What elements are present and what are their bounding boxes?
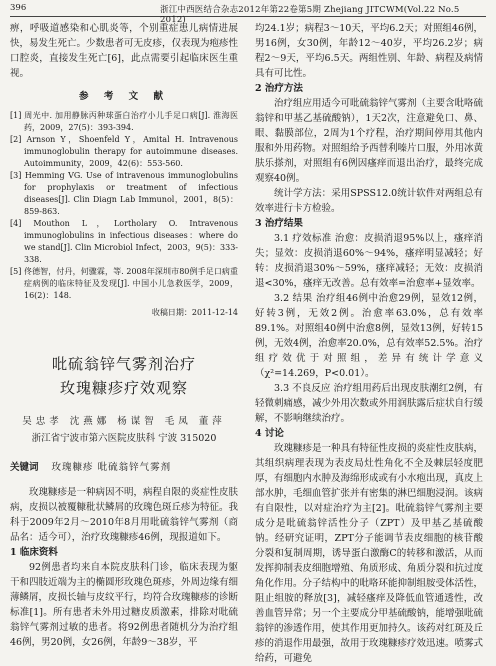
journal-header: 浙江中西医结合杂志2012年第22卷第5期 Zhejiang JITCWM(Vol.22 No.5 2012) — [160, 5, 460, 25]
page-number: 396 — [10, 3, 27, 13]
adverse-paragraph: 3.3 不良反应 治疗组用药后出现皮肤潮红2例，有轻微刺痛感，减少外用次数或外用润肤露后症状自行缓解，不影响继续治疗。 — [255, 383, 484, 424]
keywords-line — [10, 460, 238, 475]
statistics-paragraph: 统计学方法：采用SPSS12.0统计软件对两组总有效率进行卡方检验。 — [255, 188, 483, 214]
criteria-paragraph: 3.1 疗效标准 治愈：皮损消退95%以上，瘙痒消失；显效：皮损消退60%～94%，瘙痒明显减轻；好转：皮损消退30%～59%，瘙痒减轻；无效：皮损消退<30%，瘙痒无改善。总有效率=治愈率+显效率。 — [255, 233, 483, 289]
affiliation: 浙江省宁波市第六医院皮肤科 宁波 315020 — [31, 433, 217, 444]
section-heading: 1 临床资料 — [10, 547, 58, 558]
reference-item: [5] 佟德智，付丹，何骤霖，等. 2008年深圳市80例手足口病重症病例的临床特征及发现[J]. 中国小儿急救医学，2009，16(2)：148. — [10, 267, 238, 300]
section-heading: 2 治疗方法 — [255, 83, 303, 94]
references-list — [10, 110, 238, 302]
article-title — [10, 352, 238, 400]
reference-item: [3] Hemming VG. Use of intravenous immunoglobulins for prophylaxis or treatment of infectious diseases[J]. Clin Diagn Lab Immunol，2001，8(5)：859-863. — [10, 171, 238, 216]
continued-paragraph: 均24.1岁；病程3～10天，平均6.2天；对照组46例，男16例，女30例，年龄12～40岁，平均26.2岁；病程2～9天，平均6.5天。两组性别、年龄、病程及病情具有可比性。 — [255, 23, 483, 79]
clinical-data-paragraph: 92例患者均来自本院皮肤科门诊，临床表现为躯干和四肢近端为主的椭圆形玫瑰色斑疹，外周边缘有细薄鳞屑，皮损长轴与皮纹平行，均符合玫瑰糠疹的诊断标准[1]。所有患者未外用过糖皮质激素，排除对吡硫翁锌气雾剂过敏的患者。将92例患者随机分为治疗组46例，男20例，女26例，年龄9～38岁，平 — [10, 562, 239, 648]
section-heading: 4 讨论 — [255, 428, 284, 439]
authors: 吴忠孝 沈燕娜 杨谋智 毛凤 董萍 — [22, 416, 226, 427]
body-paragraph: 玫瑰糠疹是一种病因不明，病程自限的炎症性皮肤病，皮损以被覆糠秕状鳞屑的玫瑰色斑丘疹为特征。我科于2009年2月～2010年8月用吡硫翁锌气雾剂（商品名：适今可），治疗玫瑰糠疹46例，现报道如下。 — [10, 487, 239, 543]
references-heading: 参 考 文 献 — [79, 91, 169, 102]
reference-item: [1] 周光中. 加用静脉丙种球蛋白治疗小儿手足口病[J]. 淮海医药，2009，27(5)：393-394. — [10, 111, 238, 132]
section-heading: 3 治疗结果 — [255, 218, 303, 229]
article-title-line-1: 吡硫翁锌气雾剂治疗 — [51, 355, 196, 373]
intro-paragraph: 痹，呼吸道感染和心肌炎等，个别重症患儿病情进展快，易发生死亡。少数患者可无皮疹，仅表现为疱疹性口腔炎，直接发生死亡[6]，此点需要引起临床医生重视。 — [10, 23, 239, 79]
left-column — [10, 21, 238, 650]
reference-item: [2] Arnson Y，Shoenfeld Y，Amital H. Intravenous immunoglobulin therapy for autoimmune diseases. Autoimmunity，2009，42(6)：553-560. — [10, 135, 238, 168]
results-paragraph: 3.2 结果 治疗组46例中治愈29例，显效12例，好转3例，无效2例。治愈率63.0%，总有效率89.1%。对照组40例中治愈8例，显效13例，好转15例，无效4例，治愈率20.0%，总有效率52.5%。治疗组疗效优于对照组，差异有统计学意义（χ²=14.269，P<0.01）。 — [255, 293, 483, 379]
received-date: 收稿日期：2011-12-14 — [151, 308, 238, 317]
keywords: 玫瑰糠疹 吡硫翁锌气雾剂 — [51, 462, 172, 473]
treatment-paragraph: 治疗组应用适今可吡硫翁锌气雾剂（主要含吡咯硫翁锌和甲基乙基硫酸钠），1天2次，注意避免口、鼻、眼、黏膜部位，2周为1个疗程，治疗期间停用其他内服和外用药物。对照组给予西替利嗪片口服，外用冰黄肤乐搽剂，对照组有6例因瘙痒而退出治疗，最终完成观察40例。 — [255, 98, 484, 184]
keywords-label: 关键词 — [10, 462, 39, 473]
reference-item: [4] Mouthon L，Lortholary O. Intravenous immunoglobulins in infectious diseases：where do we stand[J]. Clin Microbiol Infect，2003，9(5)：333-338. — [10, 219, 238, 264]
article-title-line-2: 玫瑰糠疹疗效观察 — [59, 379, 188, 397]
running-header — [10, 2, 486, 25]
right-column — [255, 21, 483, 666]
discussion-paragraph: 玫瑰糠疹是一种具有特征性皮损的炎症性皮肤病，其组织病理表现为表皮局灶性角化不全及棘层轻度肥厚，有细胞内水肿及海绵形成或有小水疱出现，真皮上部水肿，毛细血管扩张并有密集的淋巴细胞浸润。该病有自限性，以对症治疗为主[2]。吡硫翁锌气雾剂主要成分是吡硫翁锌活性分子（ZPT）及甲基乙基硫酸钠。经研究证明，ZPT分子能调节表皮细胞的核苷酸分裂和复制周期，诱导蛋白激酶C的转移和激活，从而发挥抑制表皮细胞增殖、角质形成、角质分裂和抗过度角化作用。分子结构中的吡咯环能抑制组胺受体活性，阻止组胺的释放[3]，减轻瘙痒及降低血管通透性，改善血管异常；另一个主要成分甲基硫酸钠，能增强吡硫翁锌的渗透作用，使其作用更加持久。该药对红斑及丘疹的消退作用最强，故用于玫瑰糠疹疗效迅速。喷雾式给药，可避免 — [255, 443, 484, 664]
